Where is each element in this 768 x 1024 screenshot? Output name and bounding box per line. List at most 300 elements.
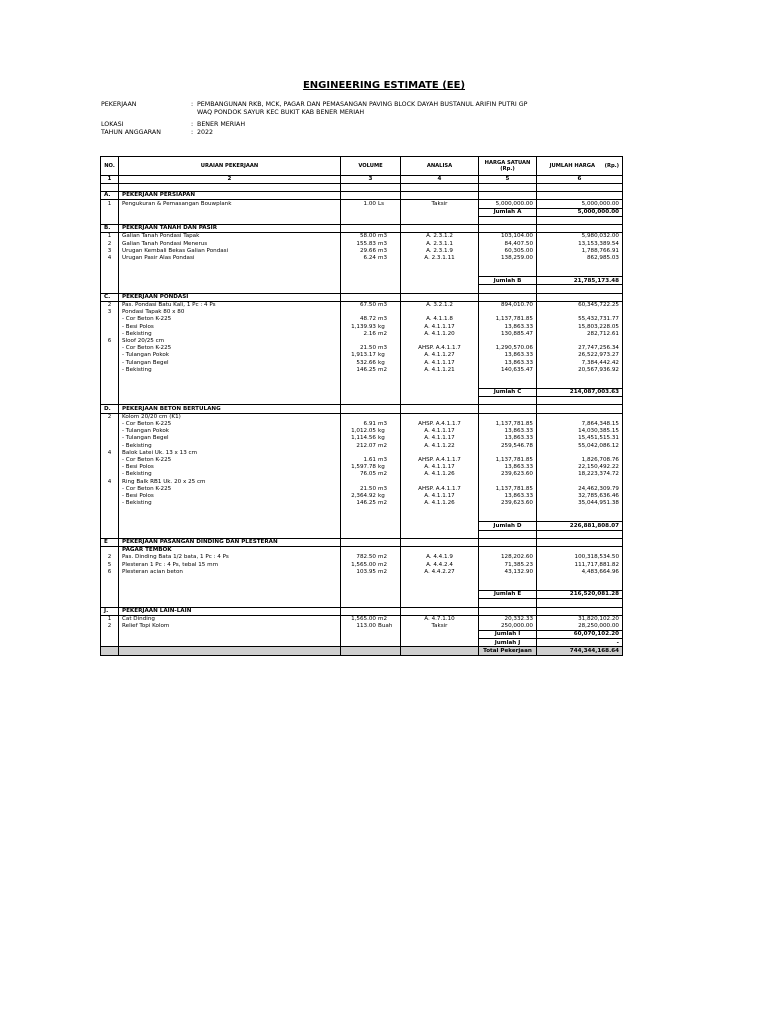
empty-cell (341, 224, 401, 232)
item-desc: Ring Balk RB1 Uk. 20 x 25 cm (119, 478, 341, 485)
empty-cell (341, 583, 401, 591)
header-row-lokasi (101, 121, 661, 129)
col-header-analisa: ANALISA (401, 157, 479, 176)
item-harga: 103,104.00 (479, 233, 537, 241)
empty-cell (401, 538, 479, 546)
empty-cell (401, 269, 479, 277)
item-analisa: A. 4.1.1.26 (401, 500, 479, 507)
item-volume (341, 248, 401, 255)
empty-cell (101, 631, 119, 639)
item-volume-unit: kg (378, 323, 385, 330)
item-no (101, 331, 119, 338)
item-jumlah: 7,384,442.42 (537, 359, 623, 366)
item-volume-unit: m2 (378, 442, 388, 449)
item-analisa: A. 4.1.1.27 (401, 352, 479, 359)
empty-cell (537, 269, 623, 277)
table-header-row (101, 157, 623, 176)
item-harga: 138,259.00 (479, 255, 537, 262)
item-volume (341, 486, 401, 493)
item-volume (341, 471, 401, 478)
item-harga: 13,863.33 (479, 359, 537, 366)
item-volume-unit: m2 (378, 554, 388, 561)
item-no: 6 (101, 569, 119, 576)
empty-cell (401, 607, 479, 615)
item-desc: Pondasi Tapak 80 x 80 (119, 309, 341, 316)
empty-cell (401, 647, 479, 655)
item-jumlah: 32,785,636.46 (537, 493, 623, 500)
item-volume (341, 442, 401, 449)
item-desc: - Tulangan Pokok (119, 352, 341, 359)
item-volume-value: 58.00 (359, 233, 376, 240)
item-volume-value: 2.16 (363, 330, 376, 337)
table-row (101, 435, 623, 442)
item-volume-value: 1,913.17 (351, 352, 376, 359)
item-no (101, 464, 119, 471)
item-harga: 13,863.33 (479, 435, 537, 442)
col-index: 6 (537, 176, 623, 184)
item-no (101, 435, 119, 442)
empty-cell (101, 591, 119, 599)
item-no (101, 547, 119, 555)
item-analisa: A. 4.1.1.22 (401, 442, 479, 449)
table-row (101, 331, 623, 338)
item-volume-value: 29.66 (359, 247, 376, 254)
col-header-jumlah (537, 157, 623, 176)
item-analisa: AHSP. A.4.1.1.7 (401, 345, 479, 352)
item-no (101, 442, 119, 449)
item-no: 3 (101, 309, 119, 316)
item-analisa: A. 2.3.1.11 (401, 255, 479, 262)
item-harga: 71,385.23 (479, 561, 537, 568)
item-jumlah: 55,042,086.12 (537, 442, 623, 449)
item-jumlah: 1,826,708.76 (537, 457, 623, 464)
empty-cell (119, 639, 341, 647)
col-index: 3 (341, 176, 401, 184)
item-analisa (401, 478, 479, 485)
item-jumlah: 1,788,766.91 (537, 248, 623, 255)
item-no: 1 (101, 233, 119, 241)
section-title: PEKERJAAN PERSIAPAN (119, 192, 341, 200)
item-desc: - Cor Beton K-225 (119, 421, 341, 428)
item-jumlah: 15,451,515.31 (537, 435, 623, 442)
empty-cell (101, 184, 119, 192)
empty-cell (401, 184, 479, 192)
item-analisa: AHSP. A.4.1.1.7 (401, 457, 479, 464)
item-desc: Galian Tanah Pondasi Tapak (119, 233, 341, 241)
subtotal-value: 226,881,808.07 (537, 522, 623, 530)
empty-cell (101, 285, 119, 293)
item-jumlah (537, 478, 623, 485)
item-volume-unit: kg (378, 435, 385, 442)
item-volume-value: 155.83 (356, 240, 376, 247)
table-row (101, 623, 623, 631)
item-desc: Pengukuran & Pemasangan Bouwplank (119, 200, 341, 208)
empty-cell (341, 639, 401, 647)
header-colon: : (190, 121, 194, 128)
item-volume-unit: m3 (378, 233, 388, 240)
empty-cell (119, 216, 341, 224)
subtotal-row (101, 522, 623, 530)
item-volume (341, 367, 401, 374)
item-harga: 13,863.33 (479, 493, 537, 500)
empty-cell (341, 514, 401, 522)
item-harga: 140,635.47 (479, 367, 537, 374)
item-volume-value: 1,114.56 (351, 435, 376, 442)
col-index: 2 (119, 176, 341, 184)
empty-cell (401, 389, 479, 397)
item-analisa (401, 450, 479, 457)
header-value-line1: PEMBANGUNAN RKB, MCK, PAGAR DAN PEMASANGAN PAVING BLOCK DAYAH BUSTANUL ARIFIN PUTRI GP (197, 101, 528, 108)
item-no (101, 493, 119, 500)
empty-cell (401, 216, 479, 224)
empty-cell (537, 583, 623, 591)
item-jumlah: 5,000,000.00 (537, 200, 623, 208)
table-row (101, 464, 623, 471)
empty-cell (119, 647, 341, 655)
item-jumlah: 26,522,973.27 (537, 352, 623, 359)
empty-cell (119, 397, 341, 405)
empty-cell (479, 397, 537, 405)
item-volume (341, 450, 401, 457)
table-row (101, 338, 623, 345)
empty-cell (341, 397, 401, 405)
item-desc: Cat Dinding (119, 615, 341, 623)
empty-cell (119, 530, 341, 538)
col-header-jumlah-label: JUMLAH HARGA (549, 162, 595, 169)
item-volume-unit: m2 (378, 568, 388, 575)
empty-cell (537, 607, 623, 615)
item-jumlah: 15,803,228.05 (537, 323, 623, 330)
item-volume-unit: m2 (378, 330, 388, 337)
empty-cell (341, 405, 401, 413)
item-analisa: A. 4.1.1.8 (401, 316, 479, 323)
empty-cell (341, 269, 401, 277)
empty-cell (479, 538, 537, 546)
item-jumlah (537, 413, 623, 421)
empty-cell (401, 208, 479, 216)
table-body (101, 184, 623, 656)
item-volume-unit: m2 (378, 561, 388, 568)
item-analisa: A. 2.3.1.1 (401, 240, 479, 247)
item-volume-unit: kg (378, 428, 385, 435)
item-no (101, 421, 119, 428)
item-desc: - Cor Beton K-225 (119, 316, 341, 323)
item-volume-value: 1.61 (363, 457, 376, 464)
empty-cell (101, 216, 119, 224)
section-code: A. (101, 192, 119, 200)
item-desc: - Bekisting (119, 500, 341, 507)
empty-cell (119, 381, 341, 389)
item-harga (479, 478, 537, 485)
empty-cell (341, 216, 401, 224)
item-volume (341, 615, 401, 623)
subtotal-value: 216,520,081.28 (537, 591, 623, 599)
item-analisa: A. 4.1.1.20 (401, 331, 479, 338)
item-harga: 84,407.50 (479, 240, 537, 247)
col-index: 4 (401, 176, 479, 184)
item-volume-value: 21.50 (359, 345, 376, 352)
item-analisa: A. 4.7.1.10 (401, 615, 479, 623)
table-row (101, 352, 623, 359)
blank-row (101, 374, 623, 381)
item-harga: 60,305.00 (479, 248, 537, 255)
subtotal-value: 214,087,003.63 (537, 389, 623, 397)
empty-cell (341, 381, 401, 389)
item-analisa: A. 3.2.1.2 (401, 301, 479, 309)
empty-cell (341, 607, 401, 615)
item-no (101, 359, 119, 366)
item-desc: Relief Topi Kolom (119, 623, 341, 631)
empty-cell (101, 576, 119, 583)
item-no (101, 486, 119, 493)
document-title: ENGINEERING ESTIMATE (EE) (302, 80, 466, 91)
item-no: 2 (101, 554, 119, 561)
empty-cell (537, 293, 623, 301)
item-harga: 1,137,781.85 (479, 316, 537, 323)
col-index: 5 (479, 176, 537, 184)
item-no: 2 (101, 301, 119, 309)
empty-cell (101, 397, 119, 405)
table-row (101, 450, 623, 457)
table-row (101, 323, 623, 330)
item-analisa: A. 2.3.1.9 (401, 248, 479, 255)
blank-row (101, 285, 623, 293)
item-harga: 13,863.33 (479, 352, 537, 359)
item-jumlah: 60,345,722.25 (537, 301, 623, 309)
item-volume (341, 323, 401, 330)
item-desc: Urugan Kembali Bekas Galian Pondasi (119, 248, 341, 255)
empty-cell (101, 381, 119, 389)
table-row (101, 240, 623, 247)
empty-cell (401, 639, 479, 647)
section-code: D. (101, 405, 119, 413)
item-volume-value: 1,565.00 (351, 561, 376, 568)
subtotal-value: 60,070,102.20 (537, 631, 623, 639)
empty-cell (101, 277, 119, 285)
empty-cell (101, 639, 119, 647)
empty-cell (341, 277, 401, 285)
estimate-table (100, 156, 623, 656)
section-header-row (101, 293, 623, 301)
item-harga: 5,000,000.00 (479, 200, 537, 208)
empty-cell (119, 631, 341, 639)
item-harga (479, 547, 537, 555)
header-row-pekerjaan (101, 101, 661, 117)
empty-cell (101, 269, 119, 277)
empty-cell (479, 374, 537, 381)
item-volume (341, 240, 401, 247)
item-volume (341, 464, 401, 471)
col-header-jumlah-unit: (Rp.) (604, 162, 619, 169)
item-analisa (401, 338, 479, 345)
item-analisa: Taksir (401, 623, 479, 631)
item-volume (341, 413, 401, 421)
item-analisa (401, 413, 479, 421)
item-volume-value: 48.72 (359, 316, 376, 323)
header-value: 2022 (197, 129, 214, 136)
item-volume (341, 435, 401, 442)
empty-cell (401, 514, 479, 522)
empty-cell (401, 530, 479, 538)
empty-cell (537, 285, 623, 293)
section-header-row (101, 224, 623, 232)
item-no: 1 (101, 615, 119, 623)
empty-cell (401, 397, 479, 405)
item-desc: Pas. Dinding Bata 1/2 bata, 1 Pc : 4 Ps (119, 554, 341, 561)
blank-row (101, 184, 623, 192)
item-analisa: AHSP. A.4.1.1.7 (401, 486, 479, 493)
empty-cell (479, 530, 537, 538)
subtotal-row (101, 208, 623, 216)
empty-cell (479, 224, 537, 232)
item-volume (341, 359, 401, 366)
item-desc: - Bekisting (119, 331, 341, 338)
item-analisa: AHSP. A.4.1.1.7 (401, 421, 479, 428)
empty-cell (101, 507, 119, 514)
item-no: 2 (101, 623, 119, 631)
empty-cell (479, 514, 537, 522)
item-volume-value: 146.25 (356, 366, 376, 373)
item-volume-unit: m3 (378, 345, 388, 352)
item-no: 2 (101, 413, 119, 421)
item-jumlah (537, 450, 623, 457)
empty-cell (341, 522, 401, 530)
item-desc: Plesteran 1 Pc : 4 Ps, tebal 15 mm (119, 561, 341, 568)
item-volume (341, 547, 401, 555)
empty-cell (401, 405, 479, 413)
item-volume (341, 301, 401, 309)
empty-cell (479, 192, 537, 200)
empty-cell (101, 208, 119, 216)
item-desc: - Cor Beton K-225 (119, 457, 341, 464)
empty-cell (401, 277, 479, 285)
blank-row (101, 507, 623, 514)
item-desc: - Bekisting (119, 471, 341, 478)
item-analisa: A. 4.1.1.17 (401, 323, 479, 330)
item-harga (479, 413, 537, 421)
item-harga: 13,863.33 (479, 323, 537, 330)
blank-row (101, 530, 623, 538)
item-no (101, 345, 119, 352)
item-jumlah: 13,153,389.54 (537, 240, 623, 247)
col-header-no: NO. (101, 157, 119, 176)
empty-cell (119, 576, 341, 583)
item-harga: 128,202.60 (479, 554, 537, 561)
item-harga: 259,546.78 (479, 442, 537, 449)
empty-cell (341, 262, 401, 269)
section-header-row (101, 405, 623, 413)
item-desc: Urugan Pasir Alas Pondasi (119, 255, 341, 262)
item-volume (341, 233, 401, 241)
item-jumlah: 28,250,000.00 (537, 623, 623, 631)
subtotal-label: Jumlah I (479, 631, 537, 639)
subtotal-row-j (101, 639, 623, 647)
empty-cell (341, 389, 401, 397)
table-row (101, 248, 623, 255)
item-desc: Pas. Pondasi Batu Kali, 1 Pc : 4 Ps (119, 301, 341, 309)
empty-cell (537, 397, 623, 405)
item-no: 3 (101, 248, 119, 255)
item-desc: - Cor Beton K-225 (119, 486, 341, 493)
item-no (101, 428, 119, 435)
item-no: 4 (101, 478, 119, 485)
item-volume-unit: m2 (378, 615, 388, 622)
section-header-row (101, 192, 623, 200)
item-volume-unit: Buah (378, 623, 393, 630)
empty-cell (119, 269, 341, 277)
item-volume-unit: m3 (378, 316, 388, 323)
item-jumlah: 55,432,731.77 (537, 316, 623, 323)
item-volume (341, 352, 401, 359)
empty-cell (401, 576, 479, 583)
empty-cell (101, 262, 119, 269)
item-volume-value: 212.07 (356, 442, 376, 449)
item-analisa: A. 2.3.1.2 (401, 233, 479, 241)
table-row (101, 478, 623, 485)
item-harga: 20,332.33 (479, 615, 537, 623)
item-volume-value: 6.24 (363, 254, 376, 261)
empty-cell (479, 285, 537, 293)
blank-row (101, 262, 623, 269)
item-volume-value: 21.50 (359, 485, 376, 492)
table-row (101, 421, 623, 428)
item-volume (341, 421, 401, 428)
empty-cell (119, 522, 341, 530)
item-volume (341, 331, 401, 338)
empty-cell (341, 647, 401, 655)
table-row (101, 486, 623, 493)
item-jumlah: 31,820,102.20 (537, 615, 623, 623)
item-jumlah: 5,980,032.00 (537, 233, 623, 241)
item-volume (341, 561, 401, 568)
grand-total-row (101, 647, 623, 655)
blank-row (101, 397, 623, 405)
empty-cell (537, 576, 623, 583)
item-jumlah: 20,567,936.92 (537, 367, 623, 374)
subtotal-row (101, 631, 623, 639)
subtotal-row (101, 277, 623, 285)
table-row (101, 428, 623, 435)
empty-cell (341, 184, 401, 192)
item-harga: 13,863.33 (479, 428, 537, 435)
section-title: PEKERJAAN PASANGAN DINDING DAN PLESTERAN (119, 538, 341, 546)
item-volume-value: 1.00 (363, 200, 376, 207)
empty-cell (119, 208, 341, 216)
subtotal-label: Jumlah J (479, 639, 537, 647)
section-code: J. (101, 607, 119, 615)
item-analisa: A. 4.1.1.17 (401, 464, 479, 471)
empty-cell (479, 607, 537, 615)
item-no (101, 457, 119, 464)
empty-cell (401, 631, 479, 639)
item-volume (341, 309, 401, 316)
item-volume (341, 623, 401, 631)
blank-row (101, 269, 623, 277)
empty-cell (341, 631, 401, 639)
item-volume-value: 146.25 (356, 500, 376, 507)
item-volume (341, 457, 401, 464)
header-label: TAHUN ANGGARAN (101, 129, 161, 136)
item-volume-unit: m3 (378, 302, 388, 309)
item-analisa: A. 4.1.1.17 (401, 493, 479, 500)
item-harga (479, 450, 537, 457)
item-desc: Galian Tanah Pondasi Menerus (119, 240, 341, 247)
empty-cell (341, 192, 401, 200)
subtotal-label: Jumlah A (479, 208, 537, 216)
item-desc: Kolom 20/20 cm (K1) (119, 413, 341, 421)
item-harga: 894,010.70 (479, 301, 537, 309)
section-title: PEKERJAAN PONDASI (119, 293, 341, 301)
